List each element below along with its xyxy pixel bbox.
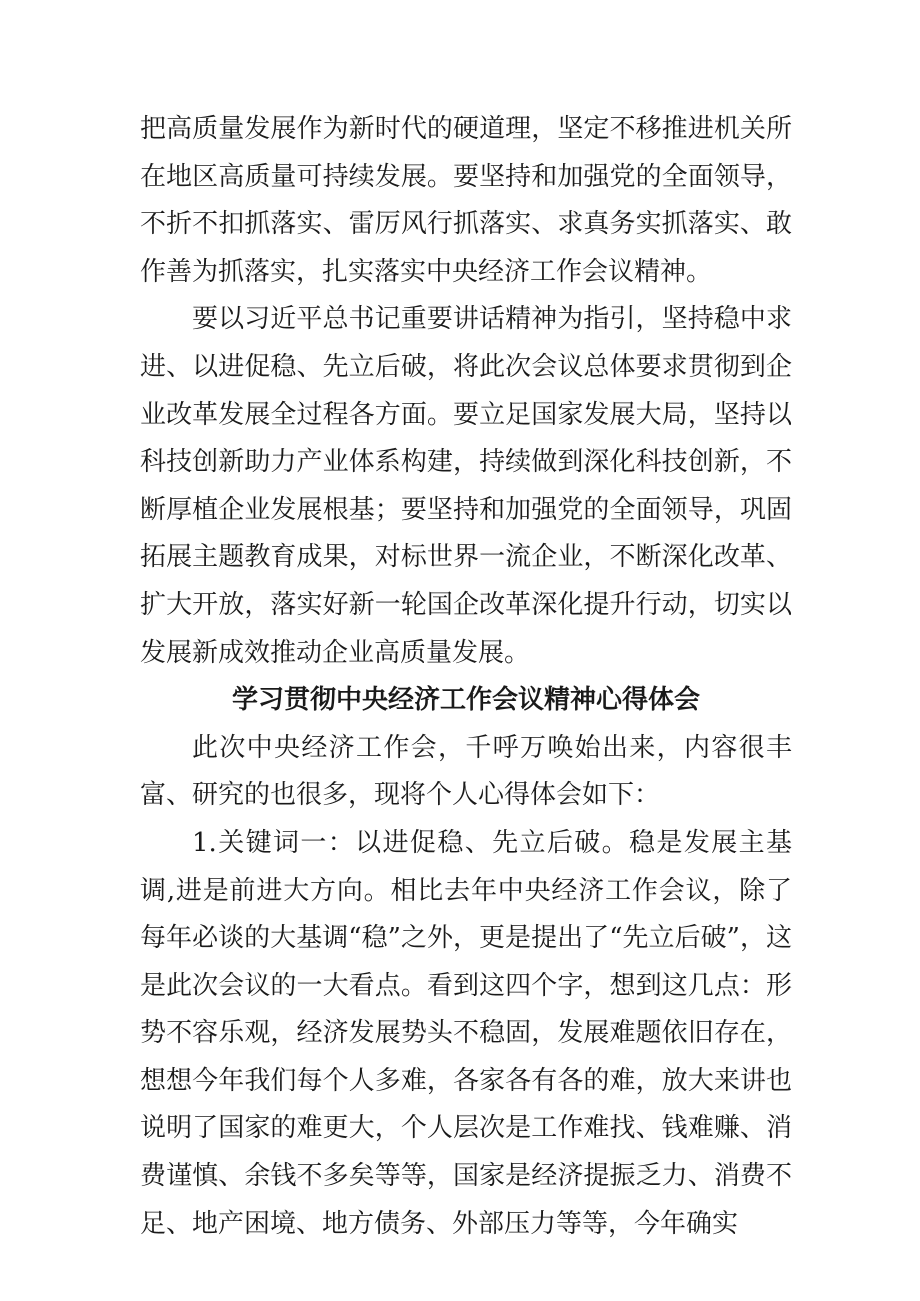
paragraph-guidance: 要以习近平总书记重要讲话精神为指引，坚持稳中求进、以进促稳、先立后破，将此次会议总体要求贯彻到企业改革发展全过程各方面。要立足国家发展大局，坚持以科技创新助力产业体系构建，持续做到深化科技创新，不断厚植企业发展根基；要坚持和加强党的全面领导，巩固拓展主题教育成果，对标世界一流企业，不断深化改革、扩大开放，落实好新一轮国企改革深化提升行动，切实以发展新成效推动企业高质量发展。 (140, 304, 792, 668)
paragraph-continuation: 把高质量发展作为新时代的硬道理，坚定不移推进机关所在地区高质量可持续发展。要坚持和加强党的全面领导，不折不扣抓落实、雷厉风行抓落实、求真务实抓落实、敢作善为抓落实，扎实落实中央经济工作会议精神。 (140, 114, 792, 287)
section-title: 学习贯彻中央经济工作会议精神心得体会 (231, 685, 700, 716)
paragraph-keyword-one: 1.关键词一：以进促稳、先立后破。稳是发展主基调,进是前进大方向。相比去年中央经济工作会议，除了每年必谈的大基调“稳”之外，更是提出了“先立后破”，这是此次会议的一大看点。看到这四个字，想到这几点：形势不容乐观，经济发展势头不稳固，发展难题依旧存在，想想今年我们每个人多难，各家各有各的难，放大来讲也说明了国家的难更大，个人层次是工作难找、钱难赚、消费谨慎、余钱不多矣等等，国家是经济提振乏力、消费不足、地产困境、地方债务、外部压力等等，今年确实 (140, 827, 792, 1239)
paragraph-intro: 此次中央经济工作会，千呼万唤始出来，内容很丰富、研究的也很多，现将个人心得体会如下： (140, 732, 792, 811)
document-body (140, 106, 792, 1248)
